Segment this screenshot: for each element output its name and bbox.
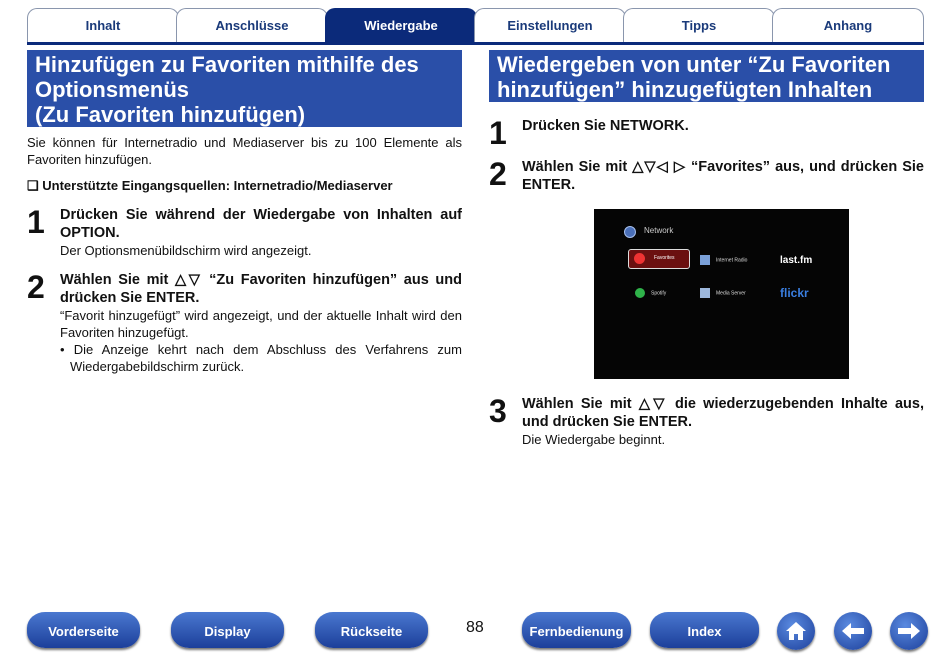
step-bullet: • Die Anzeige kehrt nach dem Abschluss des Verfahrens zum Wiedergabebildschirm zurück. xyxy=(60,342,462,374)
favorites-tile xyxy=(628,249,690,269)
media-server-label: Media Server xyxy=(716,290,746,297)
right-heading xyxy=(489,50,924,102)
right-step-3 xyxy=(489,395,924,448)
flickr-logo: flickr xyxy=(780,286,809,300)
display-button[interactable]: Display xyxy=(171,612,284,648)
left-step-1 xyxy=(27,206,462,259)
step-title: Wählen Sie mit △▽◁ ▷ “Favorites” aus, und drücken Sie ENTER. xyxy=(522,159,924,193)
spotify-icon xyxy=(635,288,645,298)
spotify-label: Spotify xyxy=(651,290,667,297)
screen-header: Network xyxy=(644,226,674,235)
home-icon xyxy=(784,620,808,642)
step-number: 1 xyxy=(489,115,507,151)
left-heading-line: Hinzufügen zu Favoriten mithilfe des xyxy=(35,52,419,77)
step-title: Drücken Sie während der Wiedergabe von Inhalten auf OPTION. xyxy=(60,207,462,241)
tab-anschluesse[interactable]: Anschlüsse xyxy=(176,8,328,42)
tab-anhang[interactable]: Anhang xyxy=(772,8,924,42)
tab-inhalt[interactable]: Inhalt xyxy=(27,8,179,42)
heart-icon xyxy=(634,253,645,264)
tab-bar xyxy=(27,8,924,44)
step-title: Wählen Sie mit △▽ “Zu Favoriten hinzufügen” aus und drücken Sie ENTER. xyxy=(60,272,462,306)
step-number: 2 xyxy=(489,156,507,192)
step-description: Die Wiedergabe beginnt. xyxy=(522,432,666,447)
radio-icon xyxy=(700,255,710,265)
internet-radio-tile xyxy=(700,255,747,265)
tab-divider xyxy=(27,42,924,45)
back-button[interactable] xyxy=(834,612,872,650)
tab-einstellungen[interactable]: Einstellungen xyxy=(474,8,626,42)
tab-wiedergabe[interactable]: Wiedergabe xyxy=(325,8,477,42)
index-button[interactable]: Index xyxy=(650,612,759,648)
right-heading-line: Wiedergeben von unter “Zu Favoriten xyxy=(497,52,891,77)
lastfm-logo: last.fm xyxy=(780,255,813,266)
intro-text: Sie können für Internetradio und Mediaserver bis zu 100 Elemente als Favoriten hinzufügen. xyxy=(27,135,462,167)
step-number: 1 xyxy=(27,204,45,240)
home-button[interactable] xyxy=(777,612,815,650)
step-number: 2 xyxy=(27,269,45,305)
step-title: Drücken Sie NETWORK. xyxy=(522,118,689,134)
back-arrow-icon xyxy=(840,621,866,641)
right-step-2 xyxy=(489,158,924,194)
spotify-tile xyxy=(635,288,666,298)
network-menu-screenshot xyxy=(594,209,849,379)
rueckseite-button[interactable]: Rückseite xyxy=(315,612,428,648)
globe-icon xyxy=(624,226,636,238)
favorites-label: Favorites xyxy=(654,255,675,261)
tab-tipps[interactable]: Tipps xyxy=(623,8,775,42)
vorderseite-button[interactable]: Vorderseite xyxy=(27,612,140,648)
right-step-1 xyxy=(489,115,924,151)
fernbedienung-button[interactable]: Fernbedienung xyxy=(522,612,631,648)
left-step-2 xyxy=(27,271,462,375)
supported-sources: ❑ Unterstützte Eingangsquellen: Internetradio/Mediaserver xyxy=(27,178,393,193)
page-number: 88 xyxy=(466,619,484,636)
left-heading-line: (Zu Favoriten hinzufügen) xyxy=(35,102,306,127)
forward-arrow-icon xyxy=(896,621,922,641)
step-description: “Favorit hinzugefügt” wird angezeigt, und der aktuelle Inhalt wird den Favoriten hinzugefügt. xyxy=(60,308,462,340)
right-heading-line: hinzufügen” hinzugefügten Inhalten xyxy=(497,77,873,102)
left-heading-line: Optionsmenüs xyxy=(35,77,190,102)
media-server-icon xyxy=(700,288,710,298)
step-title: Wählen Sie mit △▽ die wiederzugebenden Inhalte aus, und drücken Sie ENTER. xyxy=(522,396,924,430)
forward-button[interactable] xyxy=(890,612,928,650)
left-heading xyxy=(27,50,462,127)
media-server-tile xyxy=(700,288,746,298)
step-number: 3 xyxy=(489,393,507,429)
step-description: Der Optionsmenübildschirm wird angezeigt. xyxy=(60,243,312,258)
internet-radio-label: Internet Radio xyxy=(716,257,748,264)
